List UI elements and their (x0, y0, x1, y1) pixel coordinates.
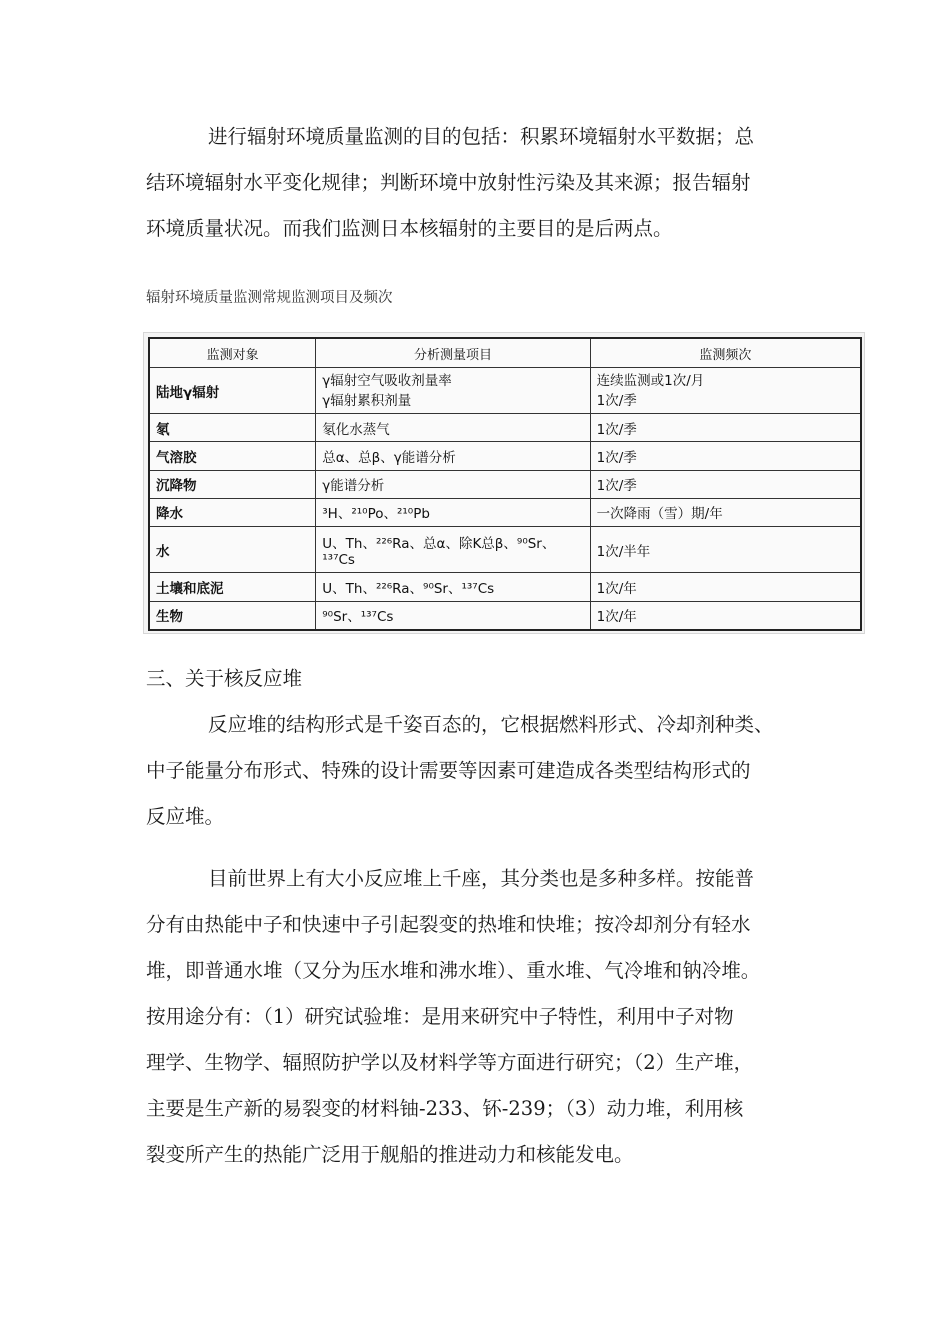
cell-frequency: 1次/年 (590, 601, 861, 630)
paragraph-line: 进行辐射环境质量监测的目的包括：积累环境辐射水平数据；总 (208, 125, 755, 148)
reactor-paragraph-1 (146, 702, 810, 840)
cell-object: 陆地γ辐射 (149, 368, 316, 414)
item-text: γ辐射空气吸收剂量率 (322, 372, 452, 389)
paragraph-line: 中子能量分布形式、特殊的设计需要等因素可建造成各类型结构形式的 (146, 759, 751, 782)
cell-items: 氡化水蒸气 (316, 414, 590, 442)
header-frequency: 监测频次 (590, 338, 861, 368)
cell-frequency: 1次/半年 (590, 527, 861, 573)
header-items: 分析测量项目 (316, 338, 590, 368)
paragraph-line: 裂变所产生的热能广泛用于舰船的推进动力和核能发电。 (146, 1143, 634, 1166)
reactor-paragraph-2 (146, 856, 810, 1178)
item-text: γ辐射累积剂量 (322, 392, 412, 409)
paragraph-line: 目前世界上有大小反应堆上千座，其分类也是多种多样。按能普 (208, 867, 755, 890)
cell-object: 水 (149, 527, 316, 573)
cell-items (316, 368, 590, 414)
paragraph-line: 环境质量状况。而我们监测日本核辐射的主要目的是后两点。 (146, 217, 673, 240)
table-image-frame (143, 332, 865, 634)
header-object: 监测对象 (149, 338, 316, 368)
paragraph-line: 结环境辐射水平变化规律；判断环境中放射性污染及其来源；报告辐射 (146, 171, 751, 194)
cell-items: 总α、总β、γ能谱分析 (316, 442, 590, 470)
cell-object: 气溶胶 (149, 442, 316, 470)
cell-object: 沉降物 (149, 470, 316, 498)
cell-frequency: 一次降雨（雪）期/年 (590, 498, 861, 526)
table-row (149, 414, 861, 442)
paragraph-line: 按用途分有：（1）研究试验堆：是用来研究中子特性，利用中子对物 (146, 1005, 734, 1028)
cell-frequency: 1次/季 (590, 470, 861, 498)
paragraph-line: 分有由热能中子和快速中子引起裂变的热堆和快堆；按冷却剂分有轻水 (146, 913, 751, 936)
cell-frequency: 1次/季 (590, 414, 861, 442)
cell-frequency: 1次/年 (590, 573, 861, 601)
cell-items: ³H、²¹⁰Po、²¹⁰Pb (316, 498, 590, 526)
cell-object: 土壤和底泥 (149, 573, 316, 601)
cell-frequency: 1次/季 (590, 442, 861, 470)
freq-text: 连续监测或1次/月 (596, 372, 705, 389)
freq-text: 1次/季 (596, 392, 637, 409)
intro-paragraph (146, 114, 810, 252)
table-row (149, 573, 861, 601)
cell-items: ⁹⁰Sr、¹³⁷Cs (316, 601, 590, 630)
cell-items: U、Th、²²⁶Ra、⁹⁰Sr、¹³⁷Cs (316, 573, 590, 601)
section-heading: 三、关于核反应堆 (146, 667, 303, 690)
table-row (149, 498, 861, 526)
paragraph-line: 反应堆。 (146, 805, 225, 828)
paragraph-line: 理学、生物学、辐照防护学以及材料学等方面进行研究；（2）生产堆， (146, 1051, 754, 1074)
cell-items: γ能谱分析 (316, 470, 590, 498)
monitoring-table (148, 337, 862, 631)
paragraph-line: 反应堆的结构形式是千姿百态的，它根据燃料形式、冷却剂种类、 (208, 713, 774, 736)
paragraph-line: 主要是生产新的易裂变的材料铀-233、钚-239；（3）动力堆，利用核 (146, 1097, 744, 1120)
cell-object: 降水 (149, 498, 316, 526)
table-row (149, 368, 861, 414)
table-row (149, 470, 861, 498)
cell-object: 生物 (149, 601, 316, 630)
table-row (149, 601, 861, 630)
table-header-row (149, 338, 861, 368)
table-row (149, 442, 861, 470)
paragraph-line: 堆，即普通水堆（又分为压水堆和沸水堆）、重水堆、气冷堆和钠冷堆。 (146, 959, 761, 982)
cell-frequency (590, 368, 861, 414)
cell-items: U、Th、²²⁶Ra、总α、除K总β、⁹⁰Sr、¹³⁷Cs (316, 527, 590, 573)
table-row (149, 527, 861, 573)
table-caption: 辐射环境质量监测常规监测项目及频次 (146, 290, 393, 306)
cell-object: 氡 (149, 414, 316, 442)
